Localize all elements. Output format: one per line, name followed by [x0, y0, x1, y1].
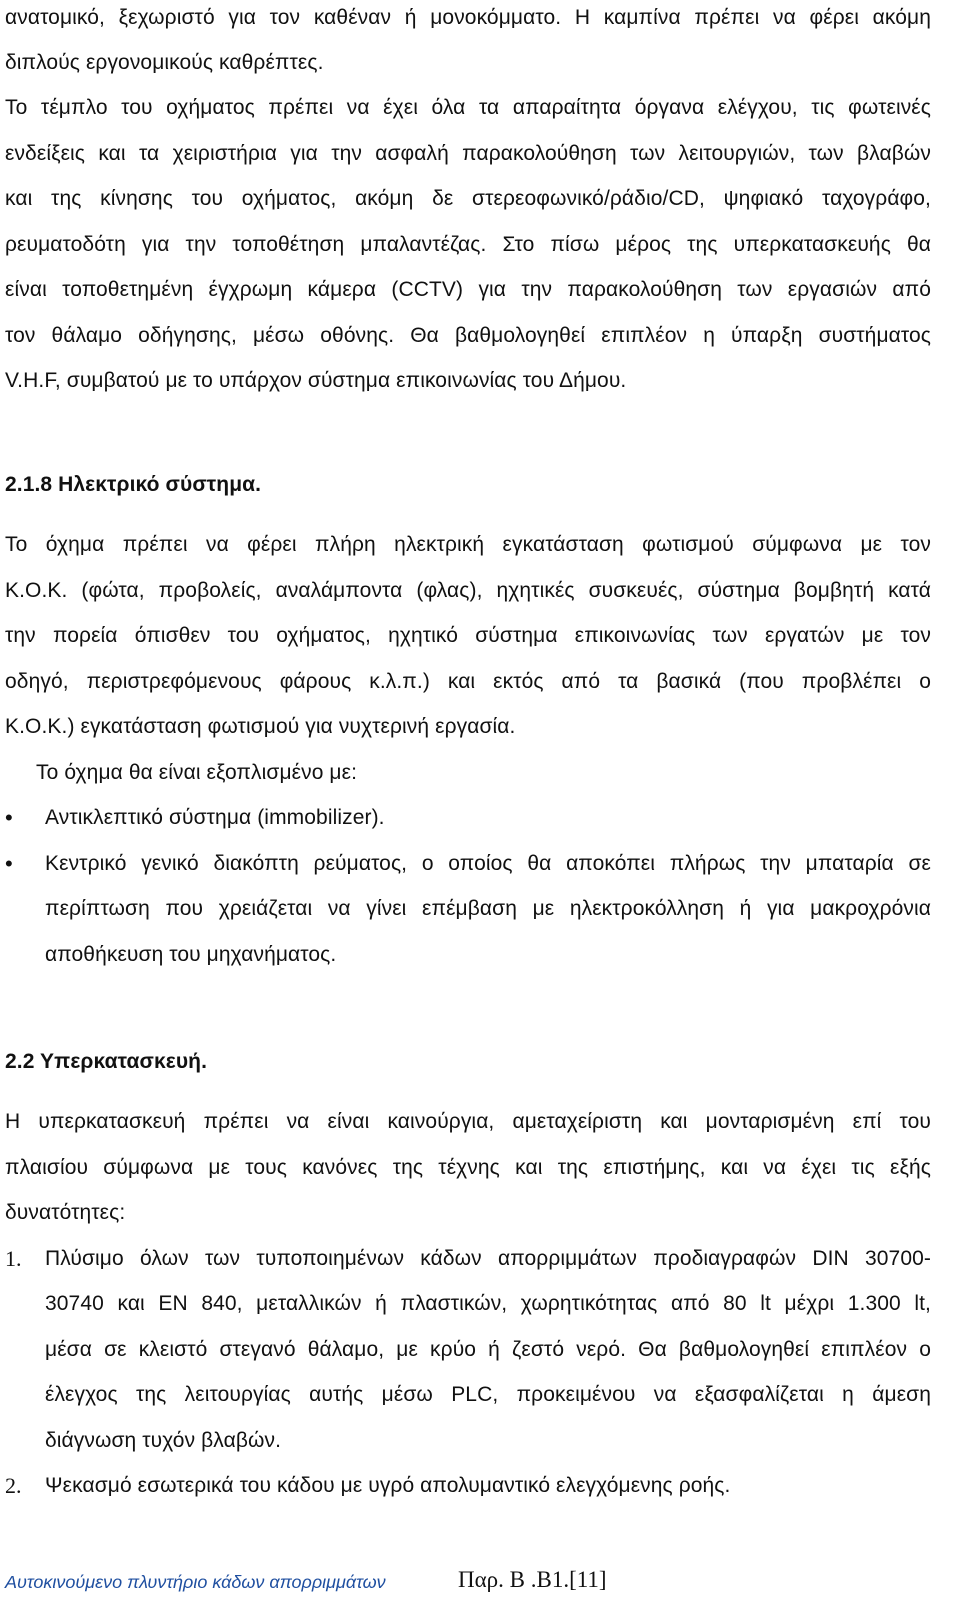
footer-document-title: Αυτοκινούμενο πλυντήριο κάδων απορριμμάτων [5, 1572, 386, 1592]
bullet-item-line: Κεντρικό γενικό διακόπτη ρεύματος, ο οποίος θα αποκόπει πλήρως την μπαταρία σε [45, 852, 931, 875]
superstructure-line: πλαισίου σύμφωνα με τους κανόνες της τέχνης και της επιστήμης, και να έχει τις εξής [5, 1156, 931, 1179]
dashboard-line: V.H.F, συμβατού με το υπάρχον σύστημα επικοινωνίας του Δήμου. [5, 369, 627, 392]
electrical-line: Το όχημα πρέπει να φέρει πλήρη ηλεκτρική εγκατάσταση φωτισμού σύμφωνα με τον [5, 533, 931, 556]
bullet-marker: • [5, 805, 13, 830]
numbered-item-line: διάγνωση τυχόν βλαβών. [45, 1429, 282, 1452]
superstructure-line: δυνατότητες: [5, 1201, 126, 1224]
numbered-item-line: έλεγχος της λειτουργίας αυτής μέσω PLC, προκειμένου να εξασφαλίζεται η άμεση [45, 1383, 931, 1406]
bullet-item-line: περίπτωση που χρειάζεται να γίνει επέμβαση με ηλεκτροκόλληση ή για μακροχρόνια [45, 897, 931, 920]
numbered-item-line: μέσα σε κλειστό στεγανό θάλαμο, με κρύο ή ζεστό νερό. Θα βαθμολογηθεί επιπλέον ο [45, 1338, 931, 1361]
electrical-line: Κ.Ο.Κ.) εγκατάσταση φωτισμού για νυχτερινή εργασία. [5, 715, 516, 738]
superstructure-line: Η υπερκατασκευή πρέπει να είναι καινούργια, αμεταχείριστη και μονταρισμένη επί του [5, 1110, 931, 1133]
bullet-item-line: Αντικλεπτικό σύστημα (immobilizer). [45, 806, 385, 829]
bullet-marker: • [5, 851, 13, 876]
dashboard-line: είναι τοποθετημένη έγχρωμη κάμερα (CCTV) για την παρακολούθηση των εργασιών από [5, 278, 931, 301]
equipped-intro: Το όχημα θα είναι εξοπλισμένο με: [36, 761, 358, 784]
numbered-item-line: Ψεκασμό εσωτερικά του κάδου με υγρό απολυμαντικό ελεγχόμενης ροής. [45, 1474, 731, 1497]
intro-line-2: διπλούς εργονομικούς καθρέπτες. [5, 51, 324, 74]
electrical-line: την πορεία όπισθεν του οχήματος, ηχητικό σύστημα επικοινωνίας των εργατών με τον [5, 624, 931, 647]
section-heading-electrical: 2.1.8 Ηλεκτρικό σύστημα. [5, 473, 262, 496]
electrical-line: Κ.Ο.Κ. (φώτα, προβολείς, αναλάμποντα (φλας), ηχητικές συσκευές, σύστημα βομβητή κατά [5, 579, 931, 602]
dashboard-line: και της κίνησης του οχήματος, ακόμη δε στερεοφωνικό/ράδιο/CD, ψηφιακό ταχογράφο, [5, 187, 931, 210]
numbered-item-line: Πλύσιμο όλων των τυποποιημένων κάδων απορριμμάτων προδιαγραφών DIN 30700- [45, 1247, 931, 1270]
electrical-line: οδηγό, περιστρεφόμενους φάρους κ.λ.π.) και εκτός από τα βασικά (που προβλέπει ο [5, 670, 931, 693]
dashboard-line: Το τέμπλο του οχήματος πρέπει να έχει όλα τα απαραίτητα όργανα ελέγχου, τις φωτεινές [5, 96, 931, 119]
dashboard-line: τον θάλαμο οδήγησης, μέσω οθόνης. Θα βαθμολογηθεί επιπλέον η ύπαρξη συστήματος [5, 324, 931, 347]
item-number: 1. [5, 1246, 22, 1271]
section-heading-superstructure: 2.2 Υπερκατασκευή. [5, 1050, 208, 1073]
item-number: 2. [5, 1473, 22, 1498]
numbered-item-line: 30740 και EN 840, μεταλλικών ή πλαστικών, χωρητικότητας από 80 lt μέχρι 1.300 lt, [45, 1292, 931, 1315]
dashboard-line: ενδείξεις και τα χειριστήρια για την ασφαλή παρακολούθηση των λειτουργιών, των βλαβών [5, 142, 931, 165]
dashboard-line: ρευματοδότη για την τοποθέτηση μπαλαντέζας. Στο πίσω μέρος της υπερκατασκευής θα [5, 233, 931, 256]
intro-line-1: ανατομικό, ξεχωριστό για τον καθέναν ή μονοκόμματο. Η καμπίνα πρέπει να φέρει ακόμη [5, 6, 931, 29]
footer-page-reference: Παρ. Β .Β1.[11] [458, 1567, 607, 1592]
bullet-item-line: αποθήκευση του μηχανήματος. [45, 943, 337, 966]
